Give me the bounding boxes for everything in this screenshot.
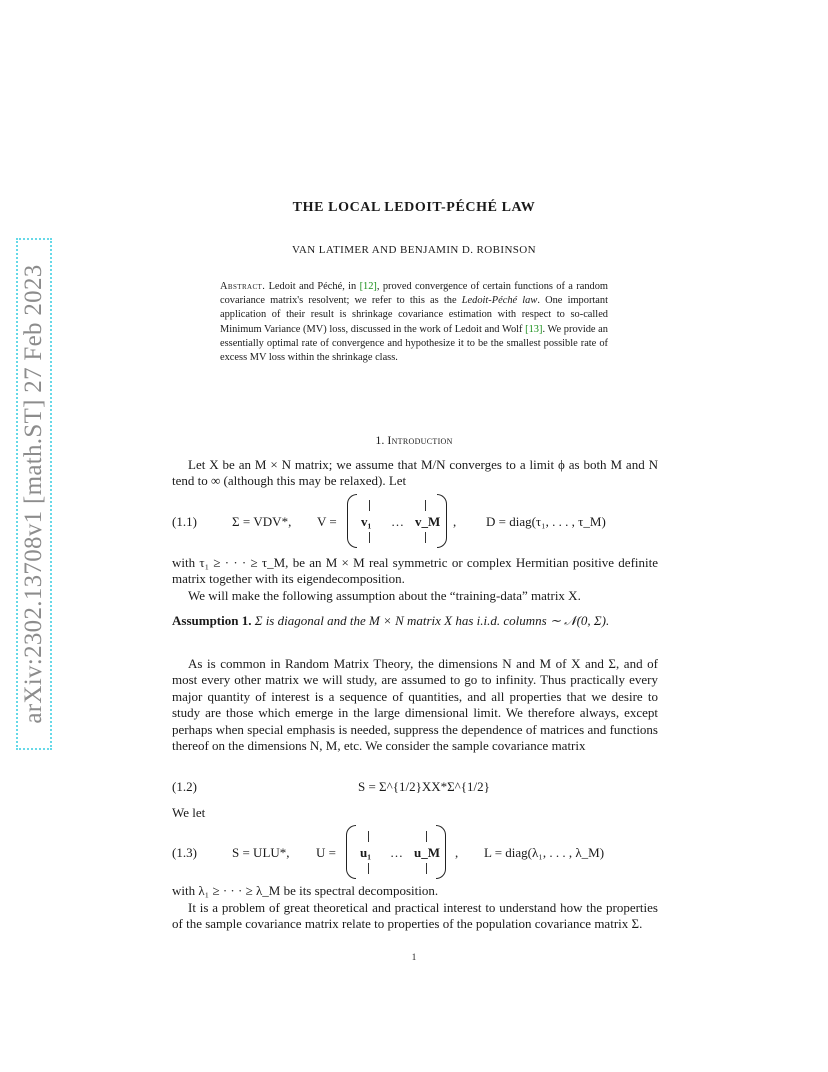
- matrix-bracket-right: [436, 825, 446, 879]
- paragraph: with τ₁ ≥ · · · ≥ τ_M, be an M × M real symmetric or complex Hermitian positive definite matrix together with its eigendecomposition.: [172, 555, 658, 587]
- paragraph: It is a problem of great theoretical and practical interest to understand how the properties of the sample covariance matrix relate to properties of the population covariance matrix Σ.: [172, 900, 658, 932]
- matrix-bar: [368, 831, 369, 842]
- matrix-bracket-right: [437, 494, 447, 548]
- equation-label: (1.3): [172, 845, 197, 860]
- section-title: Introduction: [387, 433, 453, 447]
- section-heading: [0, 433, 828, 448]
- abstract-text: . We provide an essentially optimal rate of convergence and hypothesize it to be the smallest possible rate of excess MV loss within the shrinkage class.: [220, 323, 608, 364]
- abstract-text: , proved convergence of certain functions of a random covariance matrix's resolvent; we refer to this as the: [220, 281, 608, 307]
- section-number: 1.: [375, 433, 388, 447]
- paragraph: We will make the following assumption about the “training-data” matrix X.: [188, 588, 581, 603]
- equation-expression: S = Σ^{1/2}XX*Σ^{1/2}: [358, 779, 490, 794]
- paper-authors: VAN LATIMER AND BENJAMIN D. ROBINSON: [292, 244, 536, 256]
- intro-paragraph: Let X be an M × N matrix; we assume that M/N converges to a limit ϕ as both M and N tend to ∞ (although this may be relaxed). Let: [172, 457, 658, 489]
- matrix-bracket-left: [347, 494, 357, 548]
- abstract-text: Ledoit and Péché, in: [265, 281, 360, 292]
- equation-u-equals: U =: [316, 845, 336, 860]
- equation-d-definition: D = diag(τ₁, . . . , τ_M): [486, 514, 606, 529]
- matrix-column: v₁: [361, 514, 372, 529]
- assumption-label: Assumption 1.: [172, 613, 252, 628]
- matrix-column: v_M: [415, 514, 441, 529]
- paragraph: We let: [172, 805, 206, 820]
- matrix-bar: [426, 863, 427, 874]
- page-number: 1: [411, 952, 417, 962]
- matrix-column: u_M: [414, 845, 440, 860]
- citation-link[interactable]: [13]: [525, 323, 543, 335]
- matrix-ellipsis: …: [390, 845, 403, 860]
- matrix-bar: [368, 863, 369, 874]
- matrix-bar: [369, 500, 370, 511]
- equation-v-equals: V =: [317, 514, 337, 529]
- matrix-bar: [425, 500, 426, 511]
- equation-label: (1.2): [172, 779, 197, 794]
- equation-comma: ,: [455, 845, 459, 860]
- abstract-heading: Abstract.: [220, 281, 266, 292]
- abstract: [220, 280, 608, 365]
- arxiv-stamp: [16, 238, 52, 750]
- citation-link[interactable]: [12]: [359, 281, 377, 292]
- abstract-text: . One important application of their result is shrinkage covariance estimation with respect to so-called Minimum Variance (MV) loss, discussed in the work of Ledoit and Wolf: [220, 295, 608, 335]
- matrix-u: [346, 825, 446, 879]
- matrix-bar: [425, 532, 426, 543]
- equation-label: (1.1): [172, 514, 197, 529]
- paragraph: with λ₁ ≥ · · · ≥ λ_M be its spectral decomposition.: [172, 883, 439, 898]
- equation-comma: ,: [453, 514, 457, 529]
- matrix-bar: [369, 532, 370, 543]
- equation-lhs: S = ULU*,: [232, 845, 290, 860]
- equation-l-definition: L = diag(λ₁, . . . , λ_M): [484, 845, 605, 860]
- arxiv-identifier: arXiv:2302.13708v1 [math.ST] 27 Feb 2023: [20, 264, 47, 724]
- paragraph: As is common in Random Matrix Theory, the dimensions N and M of X and Σ, and of most every other matrix we will study, are assumed to go to infinity. Thus practically every major quantity of interest is a sequence of quantities, and all properties that we desire to study are those which emerge in the large dimensional limit. We therefore always, except perhaps when special emphasis is needed, suppress the dependence of matrices and functions thereof on the dimensions N, M, etc. We consider the sample covariance matrix: [172, 656, 658, 754]
- abstract-law-name: Ledoit-Péché law: [461, 295, 538, 307]
- assumption: [172, 613, 658, 629]
- assumption-text: Σ is diagonal and the M × N matrix X has i.i.d. columns ∼ 𝒩(0, Σ).: [251, 613, 610, 628]
- paper-title: THE LOCAL LEDOIT-PÉCHÉ LAW: [292, 200, 536, 215]
- equation-lhs: Σ = VDV*,: [232, 514, 292, 529]
- matrix-ellipsis: …: [391, 514, 404, 529]
- matrix-bar: [426, 831, 427, 842]
- matrix-column: u₁: [360, 845, 372, 860]
- matrix-v: [347, 494, 447, 548]
- matrix-bracket-left: [346, 825, 356, 879]
